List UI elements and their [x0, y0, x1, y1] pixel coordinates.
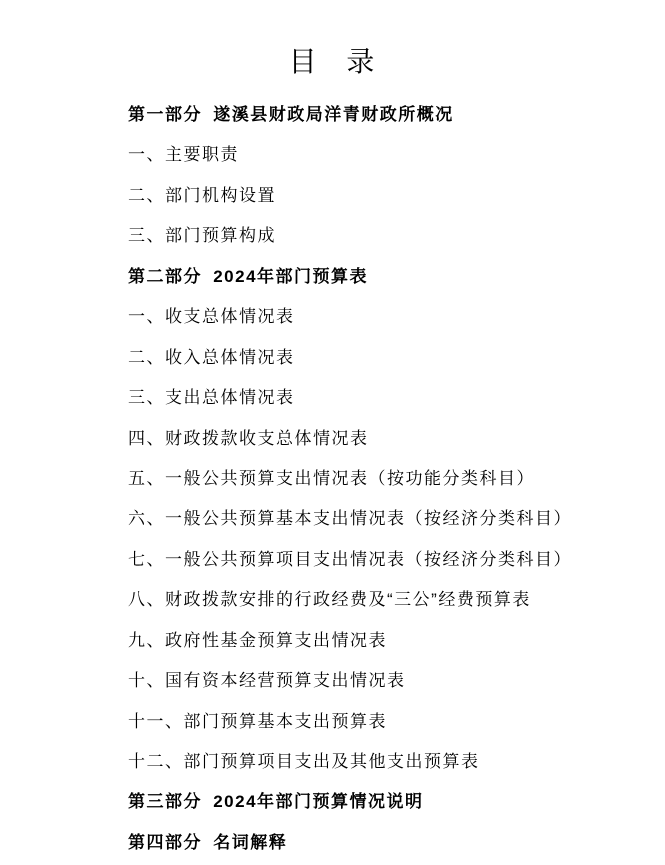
toc-section-heading: 第一部分 遂溪县财政局洋青财政所概况: [128, 105, 454, 124]
toc-item: 七、一般公共预算项目支出情况表（按经济分类科目）: [128, 549, 572, 569]
toc-item: 二、部门机构设置: [128, 185, 276, 205]
toc-item: 三、部门预算构成: [128, 226, 276, 246]
toc-section-heading: 第二部分 2024年部门预算表: [128, 266, 369, 286]
toc-item: 二、收入总体情况表: [128, 347, 295, 367]
toc-item: 三、支出总体情况表: [128, 388, 295, 408]
toc-item: 一、主要职责: [128, 145, 239, 165]
toc-item: 十、国有资本经营预算支出情况表: [128, 671, 406, 691]
toc-item: 四、财政拨款收支总体情况表: [128, 428, 369, 448]
toc-section-heading: 第三部分 2024年部门预算情况说明: [128, 792, 424, 812]
toc-item: 九、政府性基金预算支出情况表: [128, 630, 387, 650]
toc-item: 一、收支总体情况表: [128, 307, 295, 327]
page-title: 目 录: [288, 46, 377, 77]
toc-section-heading: 第四部分 名词解释: [128, 832, 288, 852]
toc-item: 十一、部门预算基本支出预算表: [128, 711, 387, 731]
toc-item: 八、财政拨款安排的行政经费及“三公”经费预算表: [128, 590, 531, 610]
toc-item: 六、一般公共预算基本支出情况表（按经济分类科目）: [128, 509, 572, 529]
toc-item: 十二、部门预算项目支出及其他支出预算表: [128, 752, 480, 771]
table-of-contents: [128, 95, 625, 863]
toc-item: 五、一般公共预算支出情况表（按功能分类科目）: [128, 468, 535, 488]
